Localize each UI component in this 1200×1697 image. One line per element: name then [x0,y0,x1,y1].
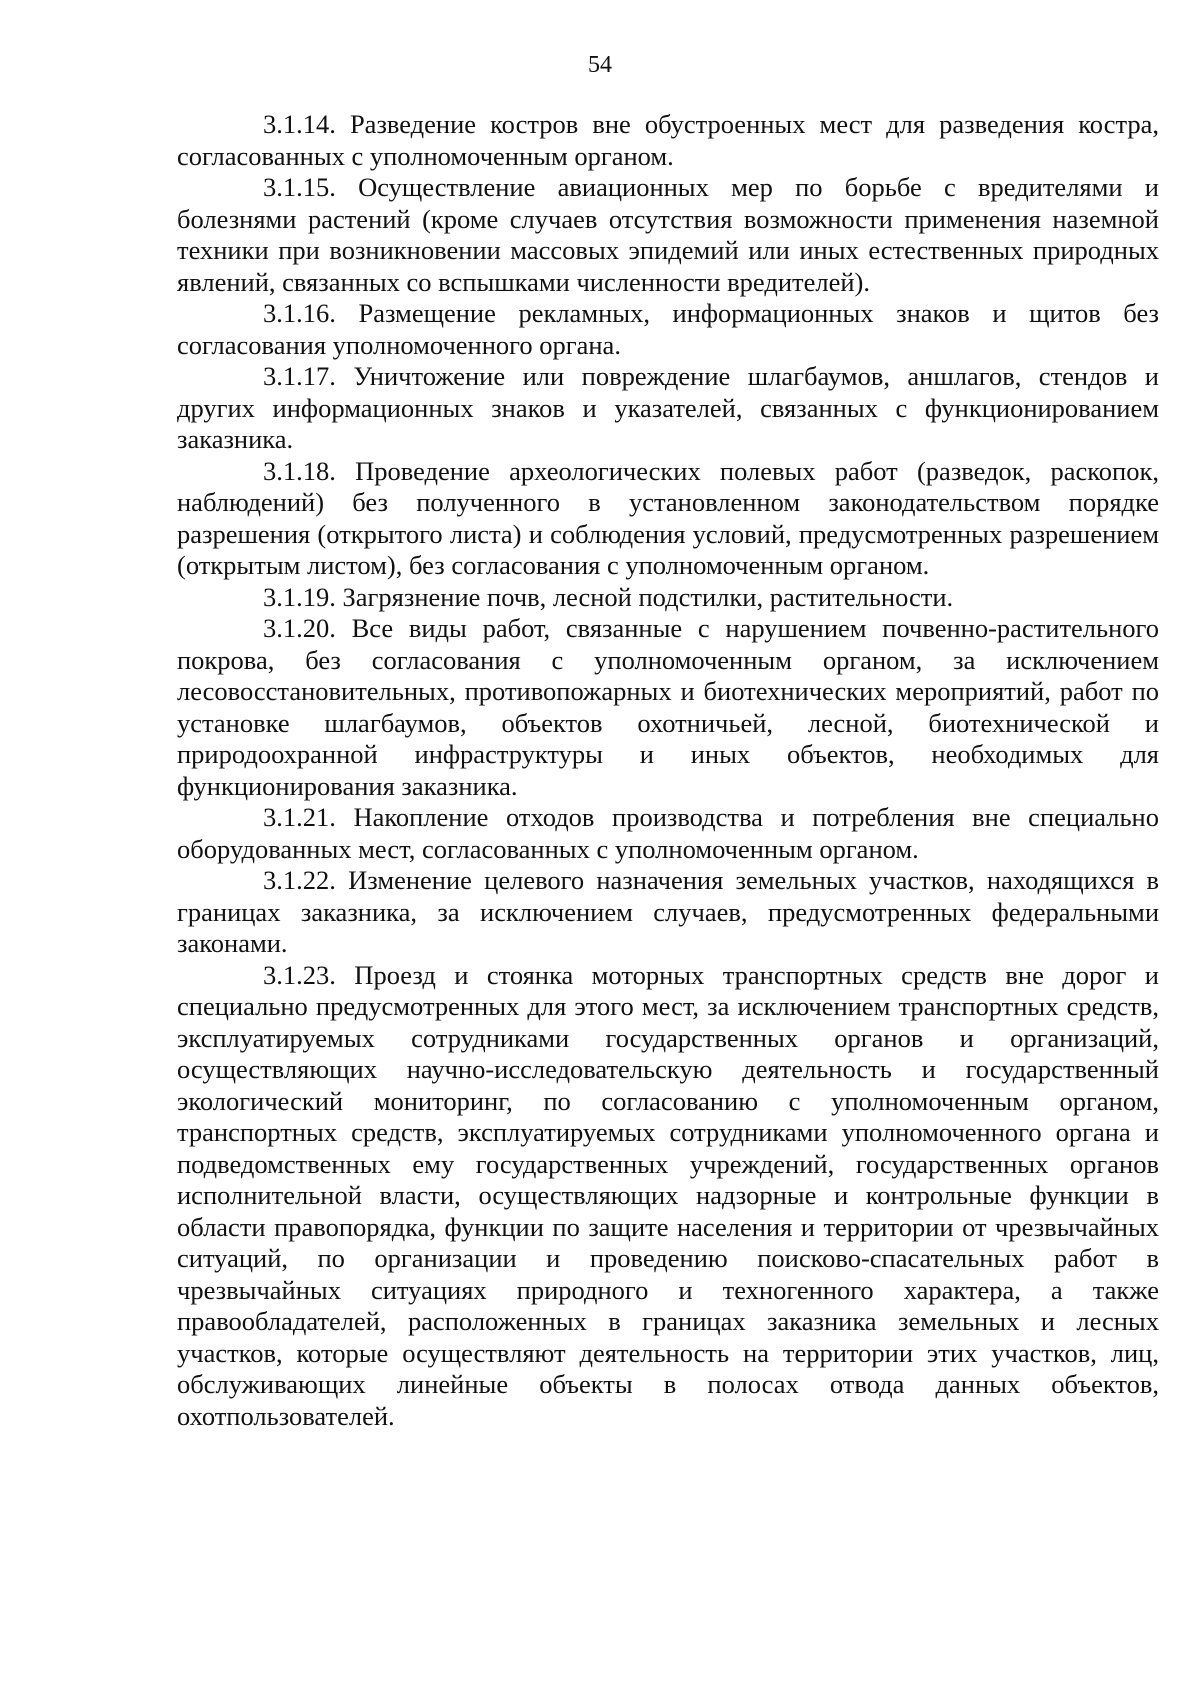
paragraph-3-1-16: 3.1.16. Размещение рекламных, информационных знаков и щитов без согласования уполномоченного органа. [177,298,1159,360]
paragraph-3-1-20: 3.1.20. Все виды работ, связанные с нарушением почвенно-растительного покрова, без согласования с уполномоченным органом, за исключением лесовосстановительных, противопожарных и биотехнических мероприятий, работ по установке шлагбаумов, объектов охотничьей, лесной, биотехнической и природоохранной инфраструктуры и иных объектов, необходимых для функционирования заказника. [177,613,1159,801]
paragraph-3-1-14: 3.1.14. Разведение костров вне обустроенных мест для разведения костра, согласованных с уполномоченным органом. [177,109,1159,171]
paragraph-3-1-18: 3.1.18. Проведение археологических полевых работ (разведок, раскопок, наблюдений) без полученного в установленном законодательством порядке разрешения (открытого листа) и соблюдения условий, предусмотренных разрешением (открытым листом), без согласования с уполномоченным органом. [177,455,1159,580]
paragraph-3-1-15: 3.1.15. Осуществление авиационных мер по борьбе с вредителями и болезнями растений (кроме случаев отсутствия возможности применения наземной техники при возникновении массовых эпидемий или иных естественных природных явлений, связанных со вспышками численности вредителей). [177,172,1159,297]
page-number: 54 [588,52,612,78]
paragraph-3-1-17: 3.1.17. Уничтожение или повреждение шлагбаумов, аншлагов, стендов и других информационных знаков и указателей, связанных с функционированием заказника. [177,361,1159,454]
paragraph-3-1-21: 3.1.21. Накопление отходов производства и потребления вне специально оборудованных мест, согласованных с уполномоченным органом. [177,802,1159,864]
paragraph-3-1-19: 3.1.19. Загрязнение почв, лесной подстилки, растительности. [263,581,954,612]
document-body [177,109,1159,1432]
paragraph-3-1-23: 3.1.23. Проезд и стоянка моторных транспортных средств вне дорог и специально предусмотренных для этого мест, за исключением транспортных средств, эксплуатируемых сотрудниками государственных органов и организаций, осуществляющих научно-исследовательскую деятельность и государственный экологический мониторинг, по согласованию с уполномоченным органом, транспортных средств, эксплуатируемых сотрудниками уполномоченного органа и подведомственных ему государственных учреждений, государственных органов исполнительной власти, осуществляющих надзорные и контрольные функции в области правопорядка, функции по защите населения и территории от чрезвычайных ситуаций, по организации и проведению поисково-спасательных работ в чрезвычайных ситуациях природного и техногенного характера, а также правообладателей, расположенных в границах заказника земельных и лесных участков, которые осуществляют деятельность на территории этих участков, лиц, обслуживающих линейные объекты в полосах отвода данных объектов, охотпользователей. [177,959,1159,1431]
paragraph-3-1-22: 3.1.22. Изменение целевого назначения земельных участков, находящихся в границах заказника, за исключением случаев, предусмотренных федеральными законами. [177,865,1159,958]
